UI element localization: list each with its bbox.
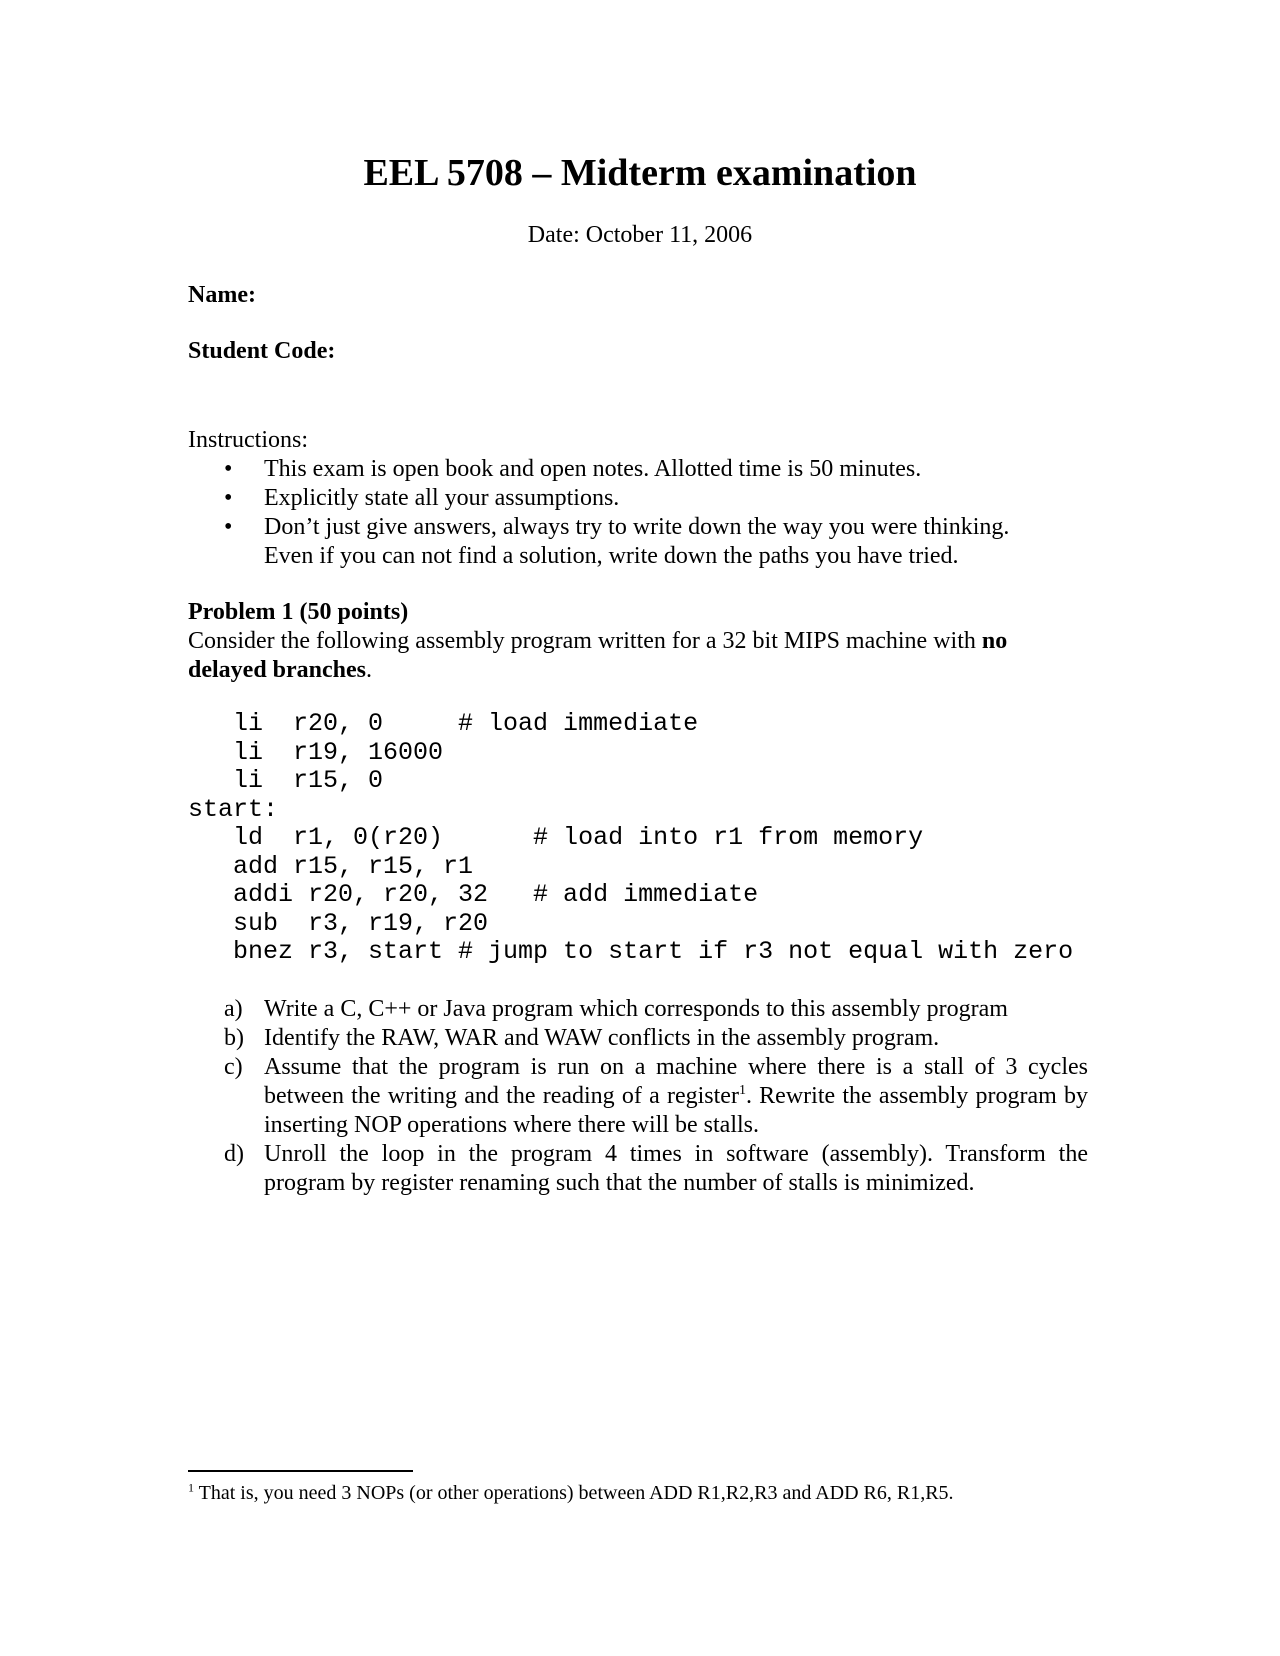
name-label: Name: [188, 282, 256, 308]
code-line: addi r20, r20, 32 # add immediate [188, 880, 759, 909]
intro-emphasis: no delayed branches [188, 628, 1008, 683]
exam-title: EEL 5708 – Midterm examination [363, 152, 917, 194]
question-marker: d) [224, 1141, 244, 1167]
student-code-label: Student Code: [188, 338, 336, 364]
question-item: d) Unroll the loop in the program 4 times in software (assembly). Transform the program by register renaming such that the number of stalls is minimized. [224, 1141, 1088, 1196]
bullet-icon: • [224, 485, 233, 511]
instruction-item: • Explicitly state all your assumptions. [224, 485, 620, 511]
code-line: li r19, 16000 [188, 737, 444, 767]
footnote-ref: 1 [738, 1083, 746, 1098]
code-line: li r20, 0 # load immediate [188, 709, 699, 738]
footnote-number: 1 [188, 1480, 194, 1495]
code-line: sub r3, r19, r20 [188, 908, 489, 938]
code-line: bnez r3, start # jump to start if r3 not equal with zero [188, 937, 1074, 966]
bullet-icon: • [224, 456, 233, 482]
exam-date: Date: October 11, 2006 [527, 222, 753, 248]
problem-heading: Problem 1 (50 points) [188, 599, 409, 625]
code-line: start: [188, 794, 279, 824]
instruction-item: • This exam is open book and open notes. Allotted time is 50 minutes. [224, 456, 922, 482]
question-item: a) Write a C, C++ or Java program which corresponds to this assembly program [224, 996, 1008, 1022]
code-line: li r15, 0 [188, 766, 384, 795]
assembly-code [188, 710, 1073, 967]
question-marker: b) [224, 1025, 244, 1051]
instructions-heading: Instructions: [188, 427, 308, 453]
question-marker: c) [224, 1054, 243, 1080]
bullet-icon: • [224, 514, 233, 540]
question-item: c) Assume that the program is run on a machine where there is a stall of 3 cycles between the writing and the reading of a register$^1$. Rewrite the assembly program by inserting NOP operations where there will be stalls. [224, 1054, 1088, 1138]
footnote-divider [188, 1470, 413, 1472]
problem-intro: Consider the following assembly program written for a 32 bit MIPS machine with no delayed branches. [188, 628, 1008, 683]
code-line: ld r1, 0(r20) # load into r1 from memory [188, 823, 924, 852]
question-list [188, 995, 1088, 1198]
footnote: $^1$ That is, you need 3 NOPs (or other operations) between ADD R1,R2,R3 and ADD R6, R1,R5. [188, 1480, 954, 1504]
question-marker: a) [224, 996, 243, 1022]
instructions-list [188, 455, 1088, 571]
question-item: b) Identify the RAW, WAR and WAW conflicts in the assembly program. [224, 1025, 940, 1051]
instruction-item: • Don’t just give answers, always try to write down the way you were thinking. Even if you can not find a solution, write down the paths you have tried. [224, 514, 1010, 569]
code-line: add r15, r15, r1 [188, 851, 474, 881]
